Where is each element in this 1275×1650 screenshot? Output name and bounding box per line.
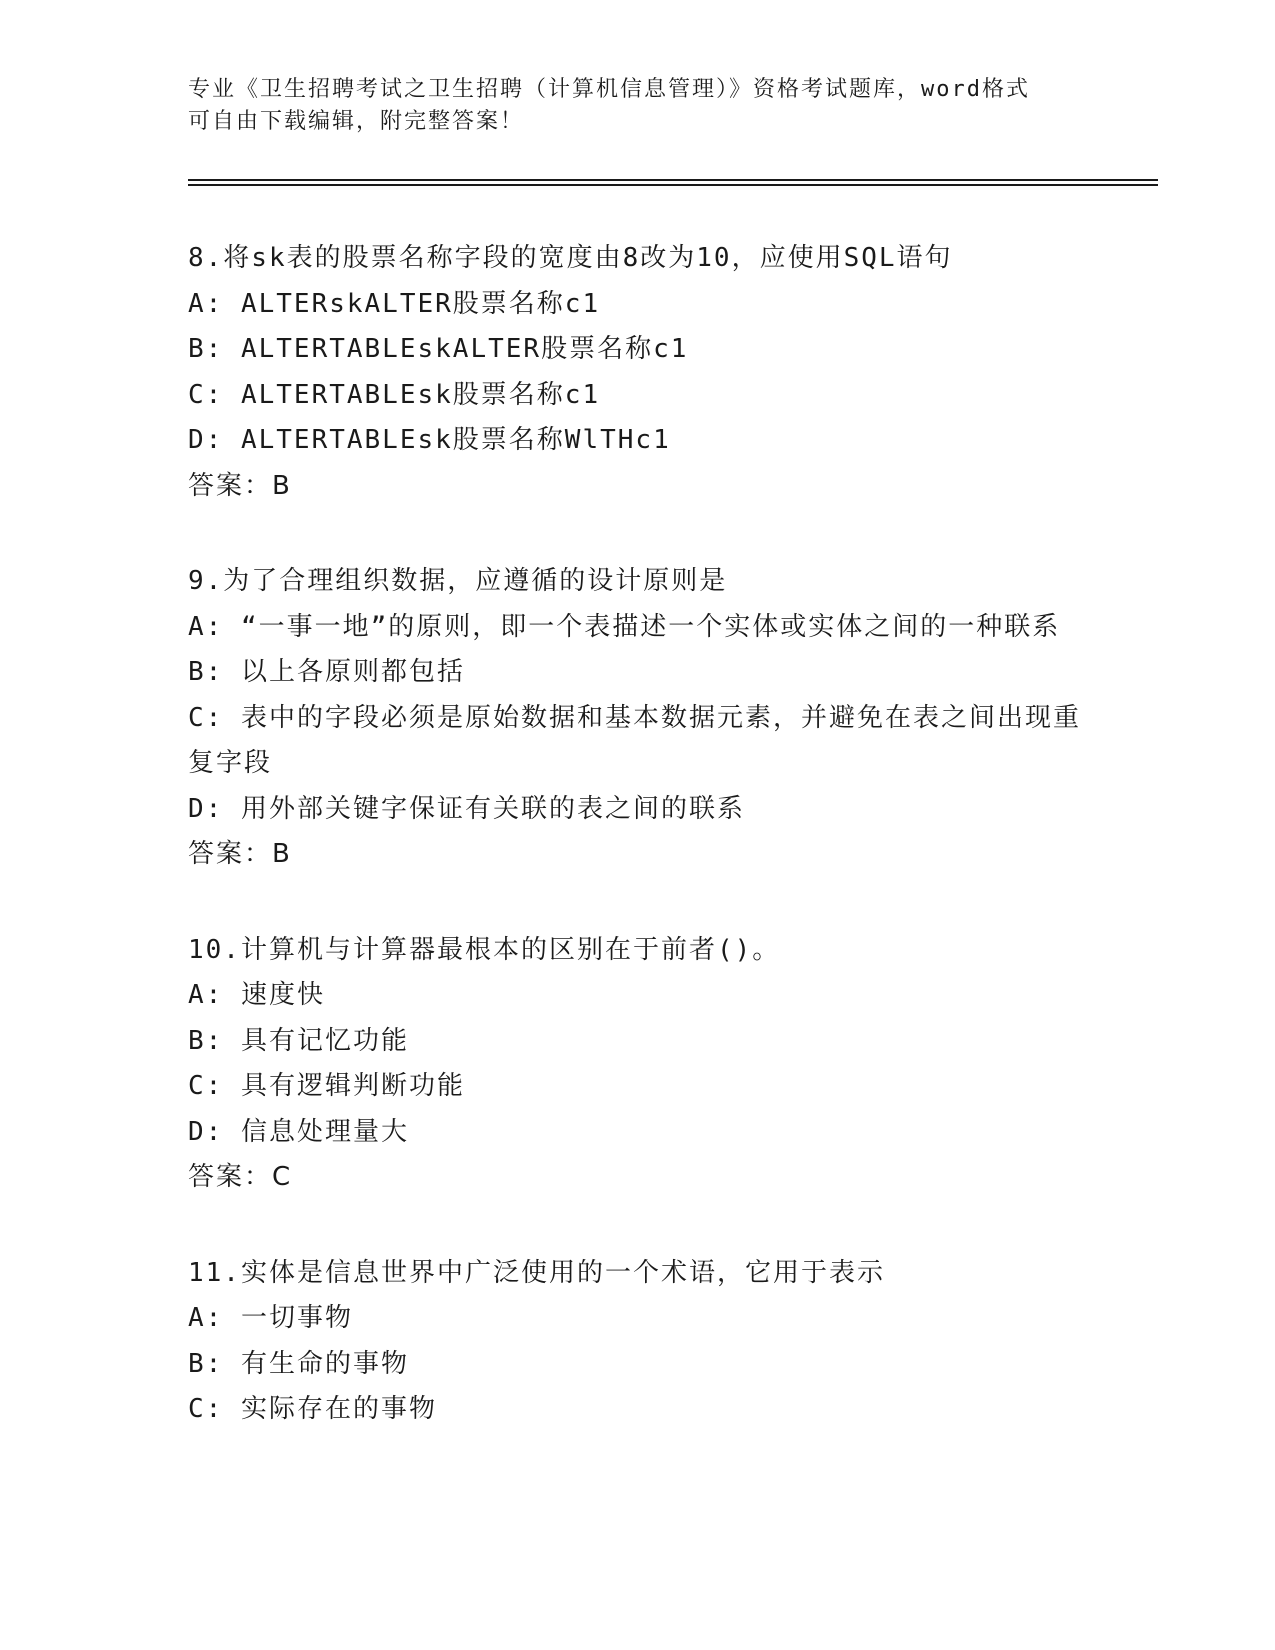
header-line-2: 可自由下载编辑，附完整答案！ [188,109,525,134]
question-10 [188,928,1088,1201]
question-stem: 11.实体是信息世界中广泛使用的一个术语，它用于表示 [188,1257,885,1288]
answer-line: 答案：B [188,839,292,869]
question-9 [188,559,1088,878]
document-header [188,74,1088,138]
option-c: C: ALTERTABLEsk股票名称c1 [188,379,601,410]
option-a: A: “一事一地”的原则，即一个表描述一个实体或实体之间的一种联系 [188,611,1061,642]
option-a: A: 一切事物 [188,1303,353,1333]
answer-line: 答案：B [188,470,292,501]
option-a: A: ALTERskALTER股票名称c1 [188,288,601,319]
question-list [188,236,1088,1483]
option-b: B: 具有记忆功能 [188,1025,409,1056]
question-stem: 10.计算机与计算器最根本的区别在于前者()。 [188,934,781,965]
option-b: B: ALTERTABLEskALTER股票名称c1 [188,334,689,364]
question-11 [188,1251,1088,1433]
option-c: C: 实际存在的事物 [188,1394,437,1424]
option-a: A: 速度快 [188,980,325,1010]
question-8 [188,236,1088,509]
option-d: D: 用外部关键字保证有关联的表之间的联系 [188,793,745,824]
header-divider-top [188,179,1158,181]
header-divider-bottom [188,184,1158,186]
question-stem: 8.将sk表的股票名称字段的宽度由8改为10，应使用SQL语句 [188,243,953,273]
option-b: B: 以上各原则都包括 [188,657,465,687]
option-c: C: 表中的字段必须是原始数据和基本数据元素，并避免在表之间出现重复字段 [188,702,1081,778]
answer-line: 答案：C [188,1162,293,1192]
option-c: C: 具有逻辑判断功能 [188,1071,465,1101]
question-stem: 9.为了合理组织数据，应遵循的设计原则是 [188,566,728,596]
option-b: B: 有生命的事物 [188,1348,409,1379]
option-d: D: ALTERTABLEsk股票名称WlTHc1 [188,425,671,455]
header-line-1: 专业《卫生招聘考试之卫生招聘（计算机信息管理）》资格考试题库，word格式 [188,77,1030,102]
option-d: D: 信息处理量大 [188,1116,409,1147]
